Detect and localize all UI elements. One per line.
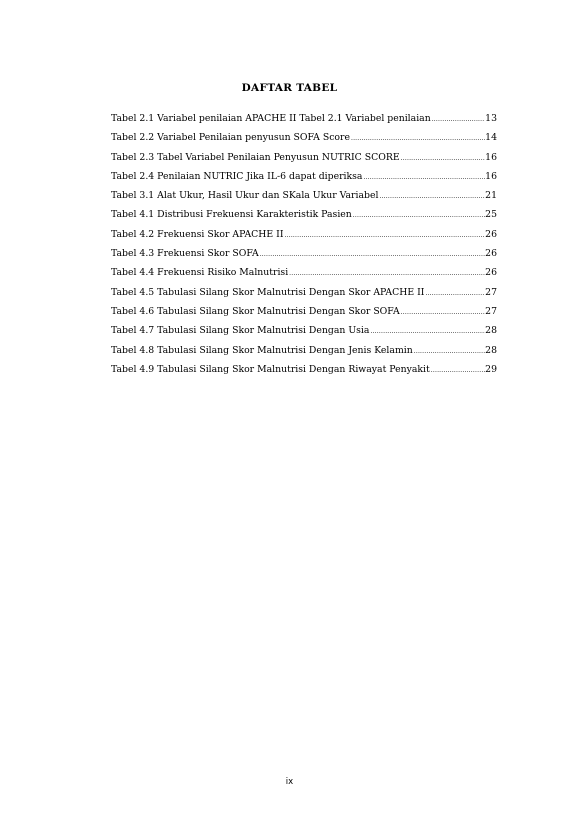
- toc-entry-label: Tabel 2.2 Variabel Penilaian penyusun SOFA Score: [111, 132, 350, 144]
- toc-entry[interactable]: [111, 248, 497, 267]
- toc-entry[interactable]: [111, 152, 497, 171]
- toc-entry[interactable]: [111, 190, 497, 209]
- toc-dot-leader: [379, 193, 485, 200]
- toc-entry[interactable]: [111, 209, 497, 228]
- toc-entry[interactable]: [111, 325, 497, 344]
- toc-entry-page: 16: [485, 170, 497, 182]
- toc-entry-label: Tabel 2.1 Variabel penilaian APACHE II Tabel 2.1 Variabel penilaian: [111, 113, 431, 124]
- toc-entry-label: Tabel 4.5 Tabulasi Silang Skor Malnutrisi Dengan Skor APACHE II: [111, 286, 425, 298]
- toc-entry[interactable]: [111, 364, 497, 383]
- toc-entry-page: 26: [485, 228, 497, 240]
- page-title: DAFTAR TABEL: [241, 82, 338, 94]
- toc-dot-leader: [401, 155, 486, 162]
- toc-entry-page: 13: [485, 113, 497, 124]
- toc-dot-leader: [432, 116, 485, 123]
- toc-entry-page: 14: [485, 132, 497, 144]
- toc-entry-label: Tabel 2.3 Tabel Variabel Penilaian Penyusun NUTRIC SCORE: [111, 151, 400, 163]
- toc-entry[interactable]: [111, 229, 497, 248]
- toc-entry-label: Tabel 4.1 Distribusi Frekuensi Karakteristik Pasien: [111, 209, 352, 221]
- table-of-tables: [111, 113, 497, 383]
- toc-entry[interactable]: [111, 287, 497, 306]
- toc-entry-label: Tabel 4.6 Tabulasi Silang Skor Malnutrisi Dengan Skor SOFA: [111, 305, 400, 317]
- toc-dot-leader: [289, 270, 485, 277]
- toc-dot-leader: [285, 232, 486, 239]
- toc-dot-leader: [414, 348, 485, 355]
- toc-dot-leader: [351, 135, 485, 142]
- toc-entry[interactable]: [111, 345, 497, 364]
- toc-entry-page: 26: [485, 267, 497, 279]
- toc-entry-page: 27: [485, 286, 497, 298]
- toc-dot-leader: [370, 328, 485, 335]
- toc-entry-label: Tabel 4.3 Frekuensi Skor SOFA: [111, 248, 259, 260]
- toc-dot-leader: [425, 290, 485, 297]
- toc-dot-leader: [363, 174, 485, 181]
- toc-dot-leader: [353, 212, 485, 219]
- toc-entry-label: Tabel 4.8 Tabulasi Silang Skor Malnutrisi Dengan Jenis Kelamin: [111, 344, 413, 356]
- toc-entry-page: 27: [485, 305, 497, 317]
- toc-dot-leader: [431, 367, 485, 374]
- toc-entry[interactable]: [111, 306, 497, 325]
- toc-entry[interactable]: [111, 171, 497, 190]
- toc-entry-label: Tabel 4.9 Tabulasi Silang Skor Malnutrisi Dengan Riwayat Penyakit: [111, 363, 430, 375]
- toc-entry[interactable]: [111, 113, 497, 132]
- toc-entry-label: Tabel 3.1 Alat Ukur, Hasil Ukur dan SKala Ukur Variabel: [111, 190, 379, 202]
- toc-entry[interactable]: [111, 132, 497, 151]
- toc-entry-page: 26: [485, 248, 497, 260]
- toc-entry-page: 25: [485, 209, 497, 221]
- toc-entry-page: 16: [485, 151, 497, 163]
- toc-entry-page: 21: [485, 190, 497, 202]
- toc-entry-label: Tabel 4.4 Frekuensi Risiko Malnutrisi: [111, 267, 289, 279]
- toc-entry-label: Tabel 4.2 Frekuensi Skor APACHE II: [111, 228, 284, 240]
- toc-entry-page: 29: [485, 363, 497, 375]
- toc-dot-leader: [260, 251, 485, 258]
- toc-entry-page: 28: [485, 325, 497, 337]
- toc-entry-label: Tabel 4.7 Tabulasi Silang Skor Malnutrisi Dengan Usia: [111, 325, 370, 337]
- toc-entry[interactable]: [111, 267, 497, 286]
- page-number: ix: [285, 777, 294, 787]
- toc-entry-label: Tabel 2.4 Penilaian NUTRIC Jika IL-6 dapat diperiksa: [111, 170, 363, 182]
- toc-dot-leader: [401, 309, 485, 316]
- toc-entry-page: 28: [485, 344, 497, 356]
